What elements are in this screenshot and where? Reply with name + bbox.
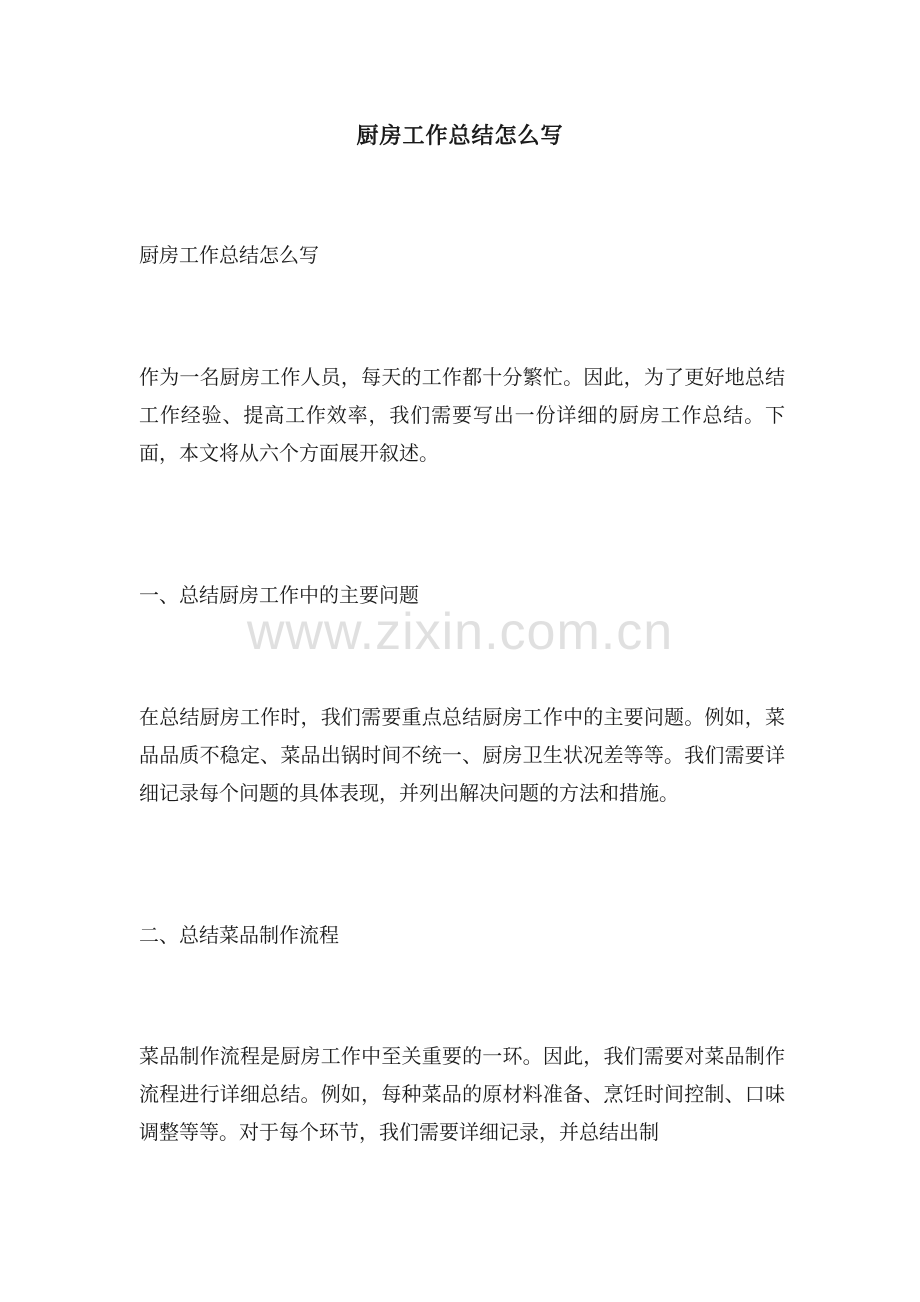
section-1-body: 在总结厨房工作时，我们需要重点总结厨房工作中的主要问题。例如，菜品品质不稳定、菜品出锅时间不统一、厨房卫生状况差等等。我们需要详细记录每个问题的具体表现，并列出解决问题的方法和措施。 (139, 705, 785, 805)
section-2-heading: 二、总结菜品制作流程 (139, 923, 339, 947)
intro-paragraph: 作为一名厨房工作人员，每天的工作都十分繁忙。因此，为了更好地总结工作经验、提高工作效率，我们需要写出一份详细的厨房工作总结。下面，本文将从六个方面展开叙述。 (139, 365, 785, 465)
document-subtitle: 厨房工作总结怎么写 (139, 243, 319, 267)
section-2-body: 菜品制作流程是厨房工作中至关重要的一环。因此，我们需要对菜品制作流程进行详细总结。例如，每种菜品的原材料准备、烹饪时间控制、口味调整等等。对于每个环节，我们需要详细记录，并总结出制 (139, 1044, 785, 1144)
section-1-heading: 一、总结厨房工作中的主要问题 (139, 583, 419, 607)
watermark-text: www.zixin.com.cn (246, 603, 674, 661)
document-title: 厨房工作总结怎么写 (356, 123, 564, 149)
